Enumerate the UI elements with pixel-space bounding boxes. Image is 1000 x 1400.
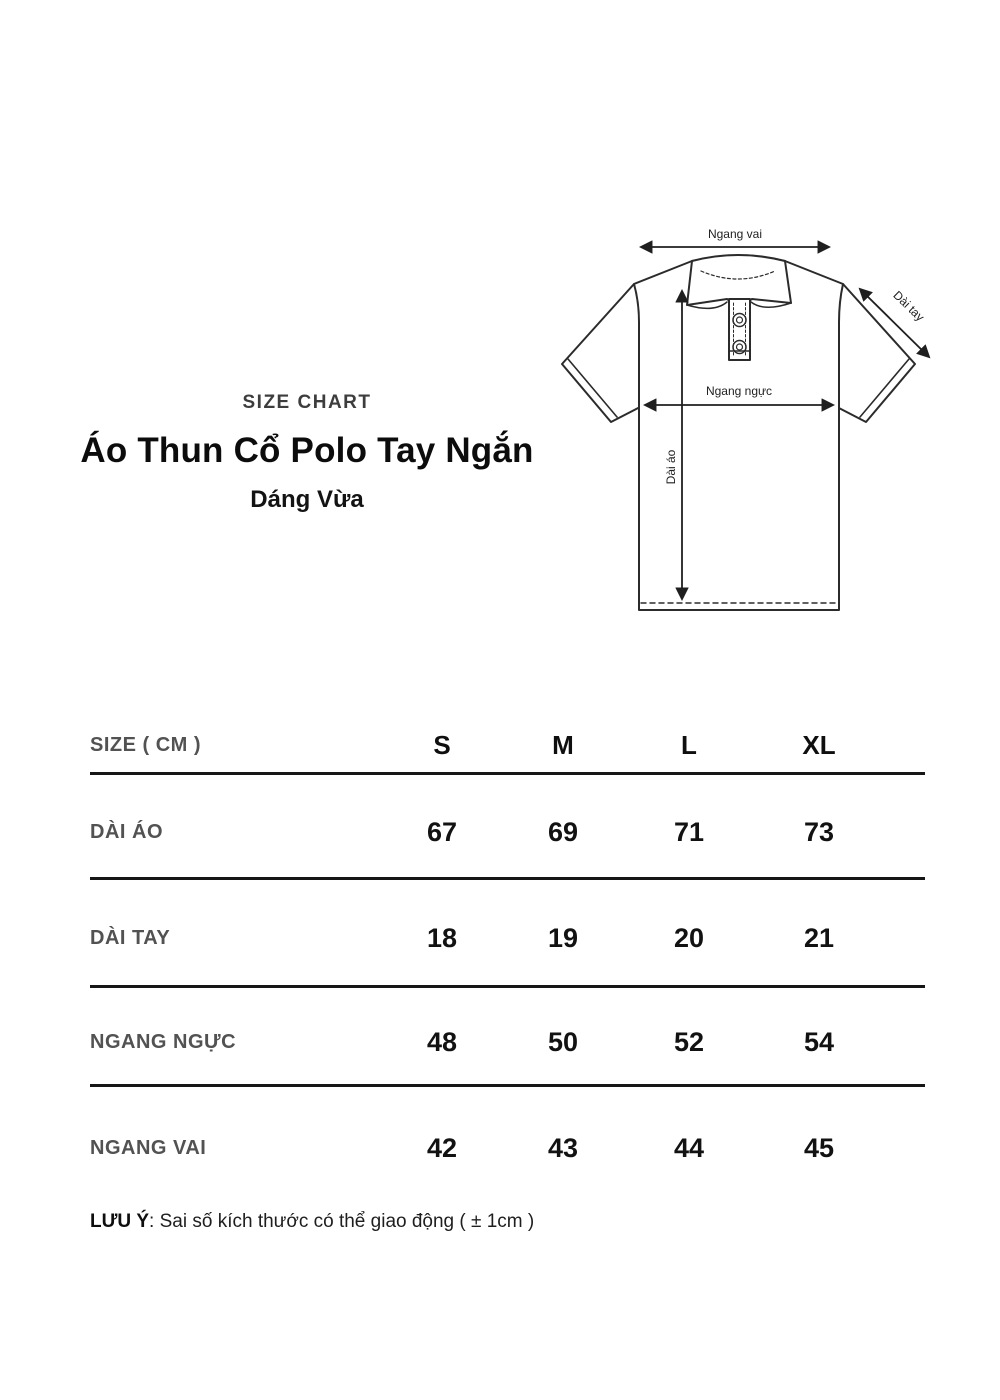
tolerance-note bbox=[90, 1211, 534, 1233]
cell-value: 48 bbox=[426, 1026, 458, 1057]
cell-value: 20 bbox=[673, 923, 705, 953]
cell-value: 44 bbox=[673, 1132, 705, 1163]
cell-value: 21 bbox=[803, 923, 835, 953]
eyebrow-size-chart: SIZE CHART bbox=[242, 392, 372, 413]
table-header-label: SIZE ( CM ) bbox=[90, 733, 202, 756]
size-col-xl: XL bbox=[802, 729, 836, 760]
cell-value: 73 bbox=[803, 816, 835, 847]
cell-value: 45 bbox=[803, 1132, 835, 1163]
shirt-outline bbox=[562, 255, 915, 610]
cell-value: 69 bbox=[547, 816, 579, 847]
row-label: DÀI TAY bbox=[90, 927, 171, 949]
measure-label-shoulder: Ngang vai bbox=[707, 227, 763, 241]
table-row-dai-tay bbox=[90, 880, 925, 988]
note-label: LƯU Ý bbox=[90, 1211, 150, 1232]
measure-label-sleeve: Dài tay bbox=[890, 288, 928, 325]
table-header-row bbox=[90, 718, 925, 775]
measure-label-chest: Ngang ngực bbox=[705, 384, 773, 398]
table-row-dai-ao bbox=[90, 775, 925, 880]
table-row-ngang-nguc bbox=[90, 988, 925, 1087]
note-text: : Sai số kích thước có thể giao động ( ± 1cm ) bbox=[149, 1211, 535, 1232]
cell-value: 54 bbox=[803, 1026, 835, 1057]
size-col-s: S bbox=[433, 729, 451, 760]
cell-value: 18 bbox=[426, 923, 458, 953]
cell-value: 42 bbox=[426, 1132, 458, 1163]
fit-subtitle: Dáng Vừa bbox=[250, 486, 364, 513]
cell-value: 43 bbox=[547, 1132, 579, 1163]
header-block bbox=[72, 392, 542, 514]
size-table bbox=[90, 718, 925, 1197]
cell-value: 50 bbox=[547, 1026, 579, 1057]
cell-value: 71 bbox=[673, 816, 705, 847]
row-label: NGANG VAI bbox=[90, 1136, 207, 1159]
right-cuff-seam bbox=[860, 359, 909, 417]
product-title: Áo Thun Cổ Polo Tay Ngắn bbox=[80, 431, 534, 470]
size-col-l: L bbox=[681, 729, 697, 760]
polo-shirt-diagram bbox=[545, 215, 955, 635]
row-label: NGANG NGỰC bbox=[90, 1030, 237, 1053]
cell-value: 52 bbox=[673, 1026, 705, 1057]
size-col-m: M bbox=[552, 729, 574, 760]
measure-label-length: Dài áo bbox=[664, 449, 678, 485]
left-sleeve bbox=[562, 284, 640, 422]
cell-value: 19 bbox=[547, 923, 579, 953]
row-label: DÀI ÁO bbox=[90, 820, 163, 843]
polo-shirt-svg bbox=[545, 215, 955, 635]
cell-value: 67 bbox=[426, 816, 458, 847]
left-cuff-seam bbox=[568, 359, 617, 417]
table-row-ngang-vai bbox=[90, 1087, 925, 1197]
